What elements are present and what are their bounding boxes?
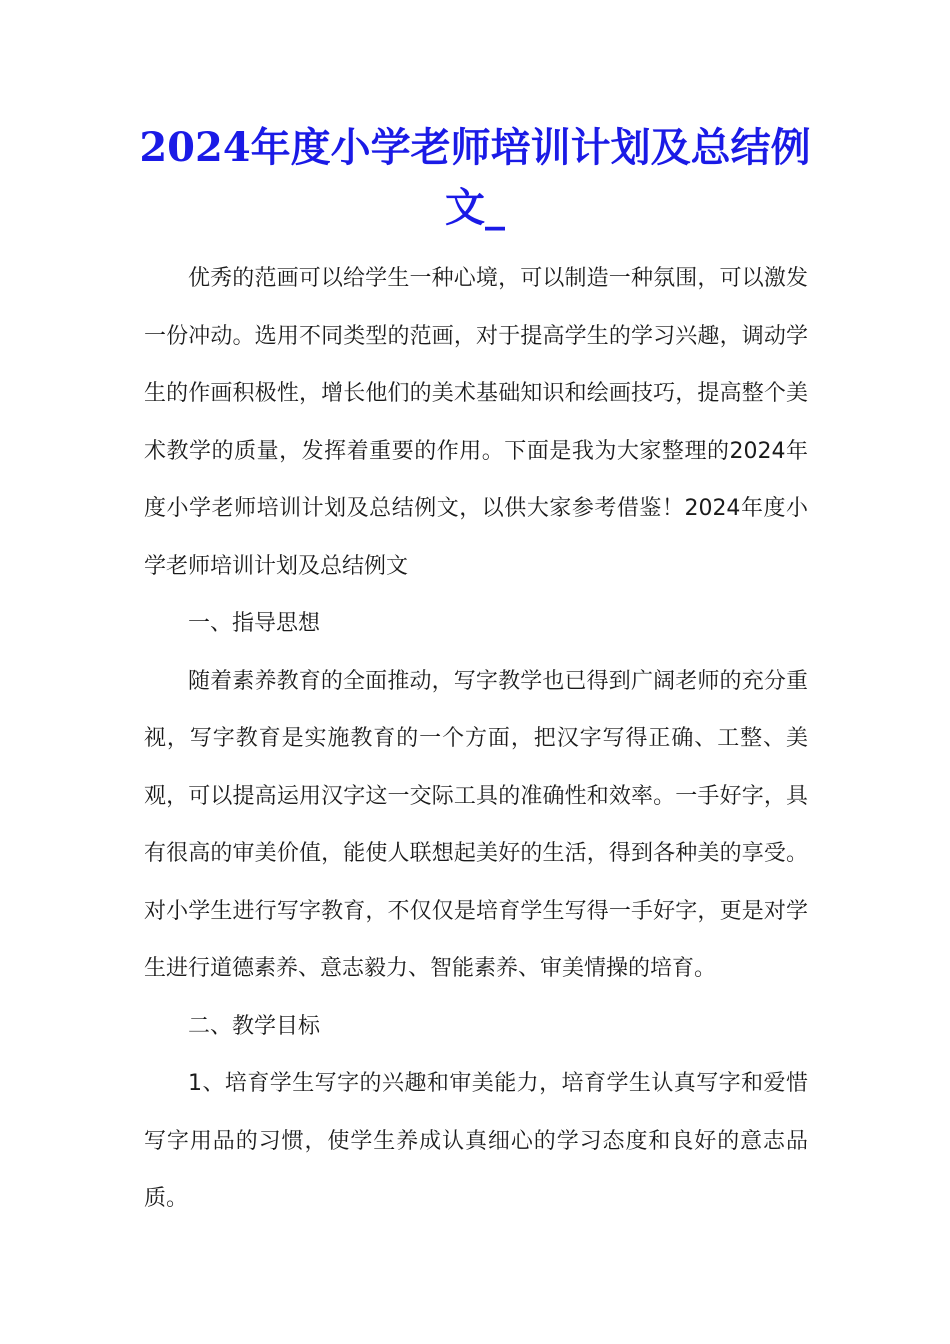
paragraph-guiding-ideology: 随着素养教育的全面推动，写字教学也已得到广阔老师的充分重视，写字教育是实施教育的一个方面，把汉字写得正确、工整、美观，可以提高运用汉字这一交际工具的准确性和效率。一手好字，具有很高的审美价值，能使人联想起美好的生活，得到各种美的享受。对小学生进行写字教育，不仅仅是培育学生写得一手好字，更是对学生进行道德素养、意志毅力、智能素养、审美情操的培育。 [144, 668, 808, 981]
heading-teaching-goals: 二、教学目标 [188, 1013, 321, 1039]
paragraph-goal-1: 1、培育学生写字的兴趣和审美能力，培育学生认真写字和爱惜写字用品的习惯，使学生养成认真细心的学习态度和良好的意志品质。 [144, 1071, 808, 1211]
paragraph-intro: 优秀的范画可以给学生一种心境，可以制造一种氛围，可以激发一份冲动。选用不同类型的范画，对于提高学生的学习兴趣，调动学生的作画积极性，增长他们的美术基础知识和绘画技巧，提高整个美术教学的质量，发挥着重要的作用。下面是我为大家整理的2024年度小学老师培训计划及总结例文，以供大家参考借鉴！2024年度小学老师培训计划及总结例文 [144, 266, 808, 579]
document-title: 2024年度小学老师培训计划及总结例文_ [139, 124, 811, 231]
heading-guiding-ideology: 一、指导思想 [188, 611, 321, 636]
document-body [144, 250, 808, 1228]
